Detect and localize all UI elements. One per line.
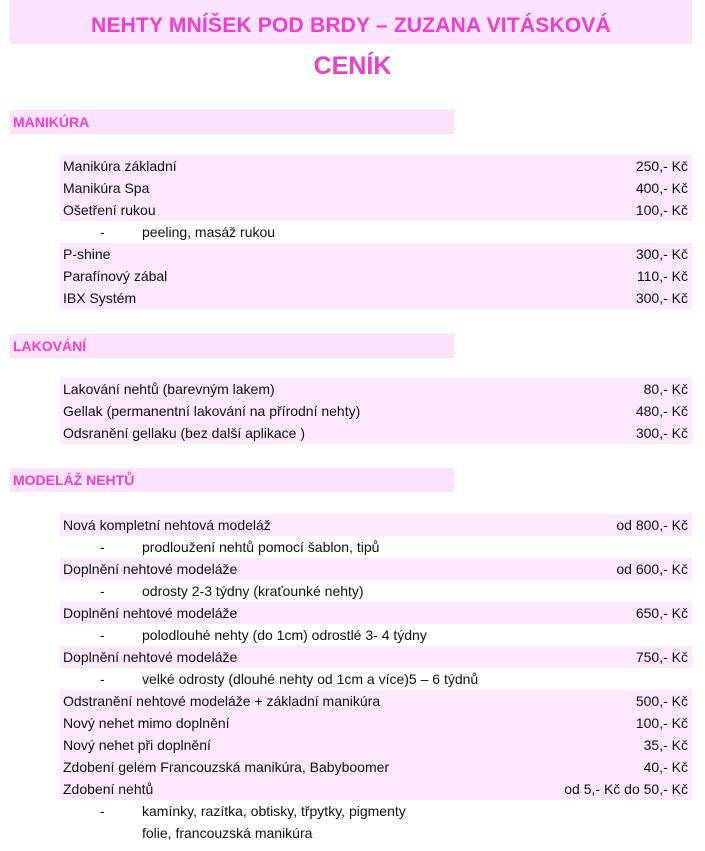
service-detail-row — [60, 624, 692, 646]
service-row — [60, 177, 692, 199]
service-row — [60, 558, 692, 580]
service-price: 110,- Kč — [636, 268, 688, 284]
service-row — [60, 646, 692, 668]
service-name: Doplnění nehtové modeláže — [63, 561, 238, 577]
section-header — [10, 334, 454, 358]
service-price: od 5,- Kč do 50,- Kč — [564, 781, 688, 797]
service-price: 650,- Kč — [635, 605, 688, 621]
service-detail-row — [60, 668, 692, 690]
page-subtitle: CENÍK — [313, 52, 392, 80]
section-header — [10, 110, 454, 134]
page-title: NEHTY MNÍŠEK POD BRDY – ZUZANA VITÁSKOVÁ — [91, 14, 611, 37]
service-name: Nový nehet při doplnění — [63, 737, 211, 753]
service-row — [60, 155, 692, 177]
service-price: 80,- Kč — [643, 381, 688, 397]
section-title: LAKOVÁNÍ — [13, 338, 87, 354]
service-row — [60, 690, 692, 712]
service-row — [60, 778, 692, 800]
service-name: Nová kompletní nehtová modeláž — [63, 517, 271, 533]
service-row — [60, 400, 692, 422]
service-name: Parafínový zábal — [63, 268, 168, 284]
service-detail: kamínky, razítka, obtisky, třpytky, pigmenty — [142, 803, 406, 819]
section-header — [10, 468, 454, 492]
service-detail: odrosty 2-3 týdny (kraťounké nehty) — [142, 583, 364, 599]
service-name: Lakování nehtů (barevným lakem) — [63, 381, 275, 397]
service-detail-row — [60, 800, 692, 822]
service-row — [60, 378, 692, 400]
service-detail-row — [60, 580, 692, 602]
service-detail-row — [60, 536, 692, 558]
service-row — [60, 756, 692, 778]
service-price: 500,- Kč — [635, 693, 688, 709]
bullet-dash: - — [100, 224, 105, 240]
service-price: od 600,- Kč — [616, 561, 688, 577]
section-title: MANIKÚRA — [13, 114, 90, 130]
bullet-dash: - — [100, 671, 105, 687]
service-price: 35,- Kč — [643, 737, 688, 753]
bullet-dash: - — [100, 583, 105, 599]
service-detail: folie, francouzská manikúra — [142, 825, 313, 841]
service-row — [60, 287, 692, 309]
service-name: Doplnění nehtové modeláže — [63, 649, 238, 665]
service-detail: peeling, masáž rukou — [142, 224, 276, 240]
service-row — [60, 734, 692, 756]
service-price: 250,- Kč — [635, 158, 688, 174]
service-name: P-shine — [63, 246, 111, 262]
service-name: IBX Systém — [63, 290, 137, 306]
service-row — [60, 199, 692, 221]
price-rows — [60, 514, 692, 844]
service-name: Manikúra Spa — [63, 180, 150, 196]
service-name: Doplnění nehtové modeláže — [63, 605, 238, 621]
service-detail: prodloužení nehtů pomocí šablon, tipů — [142, 539, 380, 555]
price-rows — [60, 378, 692, 444]
service-name: Zdobení gelem Francouzská manikúra, Babyboomer — [63, 759, 390, 775]
service-price: 100,- Kč — [635, 715, 688, 731]
service-price: od 800,- Kč — [616, 517, 688, 533]
service-name: Zdobení nehtů — [63, 781, 154, 797]
service-name: Nový nehet mimo doplnění — [63, 715, 230, 731]
service-name: Odsranění gellaku (bez další aplikace ) — [63, 425, 306, 441]
service-row — [60, 243, 692, 265]
service-name: Gellak (permanentní lakování na přírodní nehty) — [63, 403, 361, 419]
service-row — [60, 712, 692, 734]
bullet-dash: - — [100, 627, 105, 643]
service-detail: polodlouhé nehty (do 1cm) odrostlé 3- 4 týdny — [142, 627, 427, 643]
service-row — [60, 265, 692, 287]
price-rows — [60, 155, 692, 309]
service-row — [60, 422, 692, 444]
section-title: MODELÁŽ NEHTŮ — [13, 472, 135, 488]
service-price: 100,- Kč — [635, 202, 688, 218]
service-detail-row — [60, 221, 692, 243]
service-price: 300,- Kč — [635, 246, 688, 262]
service-price: 300,- Kč — [635, 425, 688, 441]
service-detail-row — [60, 822, 692, 844]
page-header — [10, 0, 692, 44]
service-price: 400,- Kč — [635, 180, 688, 196]
service-detail: velké odrosty (dlouhé nehty od 1cm a více)5 – 6 týdnů — [142, 671, 479, 687]
service-row — [60, 514, 692, 536]
service-price: 300,- Kč — [635, 290, 688, 306]
service-name: Ošetření rukou — [63, 202, 156, 218]
service-name: Odstranění nehtové modeláže + základní manikúra — [63, 693, 381, 709]
service-price: 750,- Kč — [635, 649, 688, 665]
service-row — [60, 602, 692, 624]
bullet-dash: - — [100, 539, 105, 555]
service-name: Manikúra základní — [63, 158, 177, 174]
bullet-dash: - — [100, 803, 105, 819]
service-price: 40,- Kč — [643, 759, 688, 775]
service-price: 480,- Kč — [635, 403, 688, 419]
